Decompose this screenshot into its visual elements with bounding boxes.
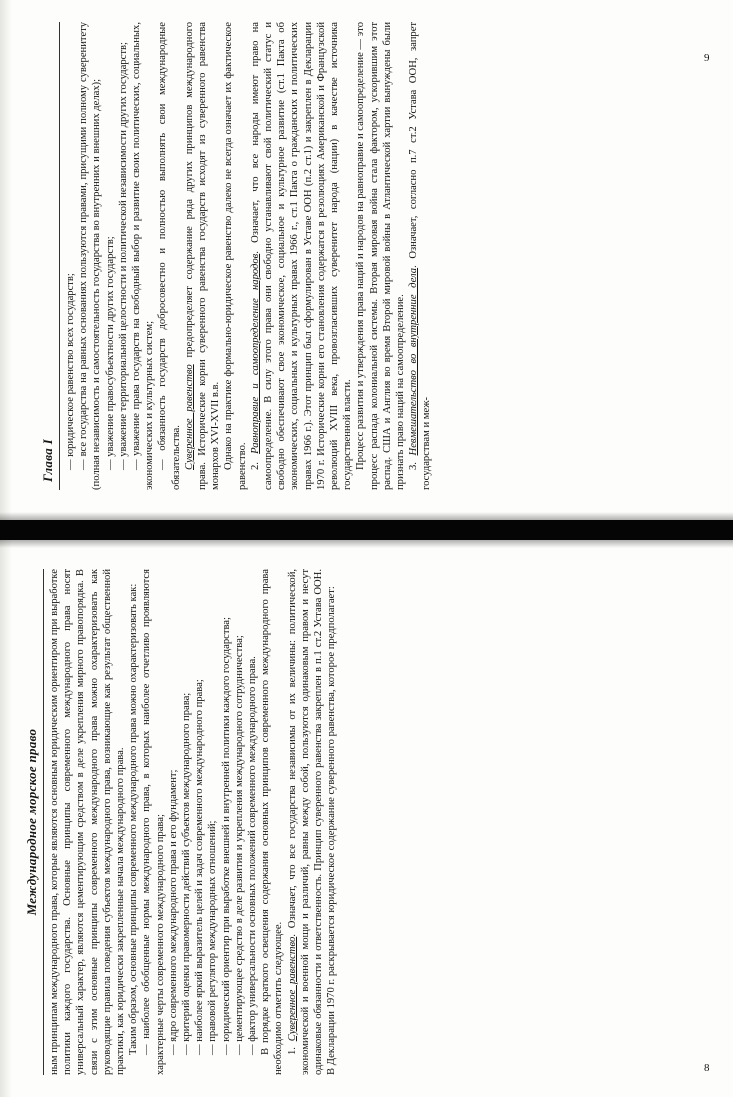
book-gutter bbox=[0, 520, 733, 540]
principle-heading: Невмешательство во внутренние дела bbox=[408, 267, 420, 456]
paragraph: — юридический ориентир при выработке внешней и внутренней политики каждого государства; bbox=[220, 617, 232, 1055]
paragraph: — наиболее обобщенные нормы международного права, в которых наиболее отчетливо проявляются характерные черты современного международного права; bbox=[141, 569, 166, 1075]
paragraph: Таким образом, основные принципы современного международного права можно охарактеризовать как: bbox=[128, 583, 140, 1055]
paragraph: Процесс развития и утверждения права наций и народов на равноправие и самоопределение — это процесс распада колониальной системы. Вторая мировая война стала фактором, ускорившим этот распад. США и Англия во время Второй мировой войны в Атлантической хартии вынуждены были признать право наций на самоопределение. bbox=[355, 22, 407, 490]
right-page-text bbox=[64, 22, 434, 490]
paragraph: Однако на практике формально-юридическое равенство далеко не всегда означает их фактическое равенство. bbox=[223, 22, 248, 490]
right-page bbox=[0, 0, 733, 512]
running-head-book-title: Международное морское право bbox=[24, 569, 44, 1075]
left-page-content bbox=[24, 569, 338, 1075]
paragraph: 1. Суверенное равенство. Означает, что все государства независимы от их величины: политической, экономической и военной мощи и различий, равны между собой, пользуются одинаковым правом и несут одинаковые обязанности и ответственность. Принцип суверенного равенства закреплен в п.1 ст.2 Устава ООН. В Декларации 1970 г. раскрывается юридическое содержание суверенного равенства, которое предполагает: bbox=[286, 569, 338, 1075]
paragraph: ным принципам международного права, которые являются основным юридическим ориентиром при выработке политики каждого государства. Основные принципы современного международного права носят универсальный характер, являются цементирующим средством в деле укрепления мирного правопорядка. В связи с этим основные принципы современного международного права можно охарактеризовать как руководящие правила поведения субъектов международного права, возникающие как результат общественной практики, как юридически закрепленные начала международного права. bbox=[49, 569, 127, 1075]
paragraph: 3. Невмешательство во внутренние дела. Означает, согласно п.7 ст.2 Устава ООН, запрет государствам и меж- bbox=[408, 22, 433, 490]
left-page bbox=[0, 548, 733, 1097]
paragraph: — уважение правосубъектности других государств; bbox=[104, 236, 116, 470]
paragraph: — фактор универсальности основных положений современного международного права. bbox=[247, 656, 259, 1055]
principle-heading: Суверенное равенство bbox=[183, 364, 195, 470]
running-head-chapter: Глава I bbox=[40, 22, 60, 490]
paragraph: — юридическое равенство всех государств; bbox=[65, 273, 76, 470]
paragraph: — все государства на равных основаниях пользуются правами, присущими полному суверенитету (полная независимость и самостоятельность государства во внутренних и внешних делах); bbox=[78, 22, 103, 490]
left-page-text bbox=[48, 569, 338, 1075]
paragraph: Суверенное равенство предопределяет содержание ряда других принципов международного права. Исторические корни суверенного равенства государств исходят из суверенного равенства монархов XVI-XVII в.в. bbox=[183, 22, 222, 490]
principle-heading: Равноправие и самоопределение народов bbox=[249, 253, 261, 454]
paragraph: — наиболее яркий выразитель целей и задач современного международного права; bbox=[194, 679, 206, 1055]
paragraph: 2. Равноправие и самоопределение народов. Означает, что все народы имеют право на самоопределение. В силу этого права они свободно устанавливают свой политический статус и свободно обеспечивают свое экономическое, социальное и культурное развитие (ст.1 Пакта об экономических, социальных и культурных правах 1966 г., ст.1 Пакта о гражданских и политических правах 1966 г.). Этот принцип был сформулирован в Уставе ООН (п.2 ст.1) и закреплен в Декларации 1970 г. Исторические корни его становления содержатся в резолюциях Американской и Французской революций XVIII века, провозгласивших суверенитет народа (нации) в качестве источника государственной власти. bbox=[249, 22, 354, 490]
page-number-right: 9 bbox=[704, 52, 710, 64]
right-page-content bbox=[40, 22, 434, 490]
paragraph: В порядке краткого освещения содержания основных принципов современного международного права необходимо отметить следующее. bbox=[260, 569, 285, 1075]
paragraph: — уважение права государств на свободный выбор и развитие своих политических, социальных, экономических и культурных систем; bbox=[131, 22, 156, 490]
paragraph: — правовой регулятор международных отношений; bbox=[207, 820, 219, 1055]
principle-heading: Суверенное равенство bbox=[286, 936, 298, 1042]
paragraph: — ядро современного международного права и его фундамент; bbox=[167, 769, 179, 1055]
paragraph: — уважение территориальной целостности и политической независимости других государств; bbox=[117, 42, 129, 470]
paragraph: — критерий оценки правомерности действий субъектов международного права; bbox=[181, 692, 193, 1055]
paragraph: — обязанность государств добросовестно и полностью выполнять свои международные обязательства. bbox=[157, 22, 182, 490]
page-number-left: 8 bbox=[704, 1062, 710, 1074]
paragraph: — цементирующее средство в деле развития и укрепления международного сотрудничества; bbox=[233, 635, 245, 1055]
